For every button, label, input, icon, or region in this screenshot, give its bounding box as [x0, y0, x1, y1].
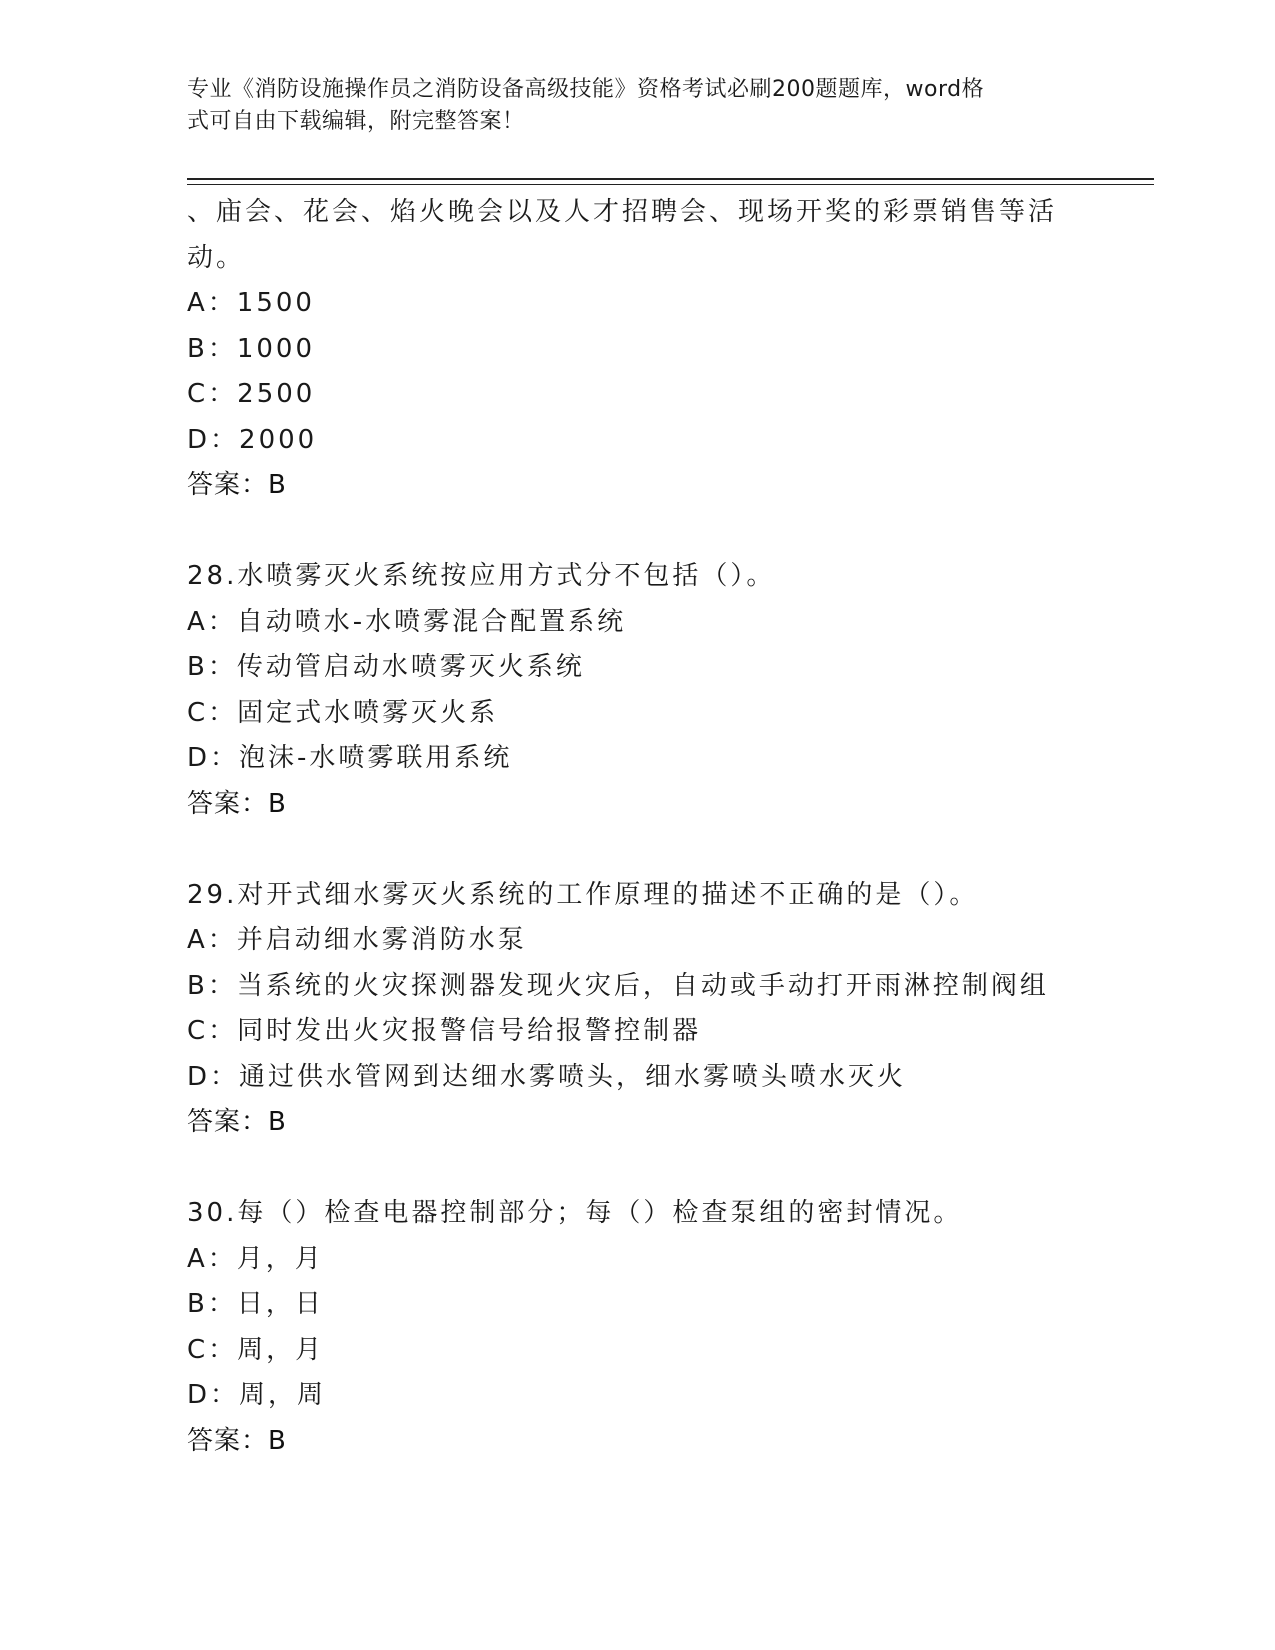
- question-block-30: [187, 1191, 1087, 1464]
- option-d: D：周，周: [187, 1380, 327, 1410]
- option-a: A：并启动细水雾消防水泵: [187, 925, 527, 955]
- option-c: C：2500: [187, 379, 316, 409]
- answer-line: 答案：B: [187, 1425, 287, 1456]
- header-rule-thick: [187, 178, 1154, 180]
- option-b: B：1000: [187, 333, 316, 364]
- option-b: B：传动管启动水喷雾灭火系统: [187, 652, 585, 682]
- header-line-2: 式可自由下载编辑，附完整答案！: [187, 109, 525, 134]
- question-content: [187, 190, 1087, 1464]
- option-a: A：自动喷水-水喷雾混合配置系统: [187, 606, 627, 637]
- question-stem-line: 、庙会、花会、焰火晚会以及人才招聘会、现场开奖的彩票销售等活: [187, 197, 1058, 227]
- answer-line: 答案：B: [187, 1107, 287, 1137]
- option-c: C：周，月: [187, 1334, 325, 1365]
- header-line-1: 专业《消防设施操作员之消防设备高级技能》资格考试必刷200题题库，word格: [187, 77, 985, 102]
- spacer: [187, 827, 1087, 873]
- option-d: D：2000: [187, 424, 318, 455]
- option-b: B：日，日: [187, 1289, 324, 1319]
- question-stem: 29.对开式细水雾灭火系统的工作原理的描述不正确的是（）。: [187, 879, 979, 910]
- answer-line: 答案：B: [187, 470, 287, 500]
- question-block-28: [187, 554, 1087, 827]
- option-a: A：1500: [187, 288, 315, 318]
- question-block-continued: [187, 190, 1087, 509]
- question-stem: 28.水喷雾灭火系统按应用方式分不包括（）。: [187, 561, 776, 591]
- spacer: [187, 509, 1087, 555]
- question-stem: 30.每（）检查电器控制部分；每（）检查泵组的密封情况。: [187, 1198, 963, 1228]
- option-c: C：同时发出火灾报警信号给报警控制器: [187, 1016, 702, 1046]
- spacer: [187, 1146, 1087, 1192]
- question-stem-line: 动。: [187, 242, 246, 273]
- option-d: D：泡沫-水喷雾联用系统: [187, 743, 513, 773]
- answer-line: 答案：B: [187, 788, 287, 819]
- document-header: [187, 74, 1067, 138]
- question-block-29: [187, 873, 1087, 1146]
- header-rule-thin: [187, 184, 1154, 185]
- option-b: B：当系统的火灾探测器发现火灾后，自动或手动打开雨淋控制阀组: [187, 970, 1049, 1001]
- option-a: A：月，月: [187, 1243, 324, 1274]
- option-c: C：固定式水喷雾灭火系: [187, 697, 499, 728]
- option-d: D：通过供水管网到达细水雾喷头，细水雾喷头喷水灭火: [187, 1061, 907, 1092]
